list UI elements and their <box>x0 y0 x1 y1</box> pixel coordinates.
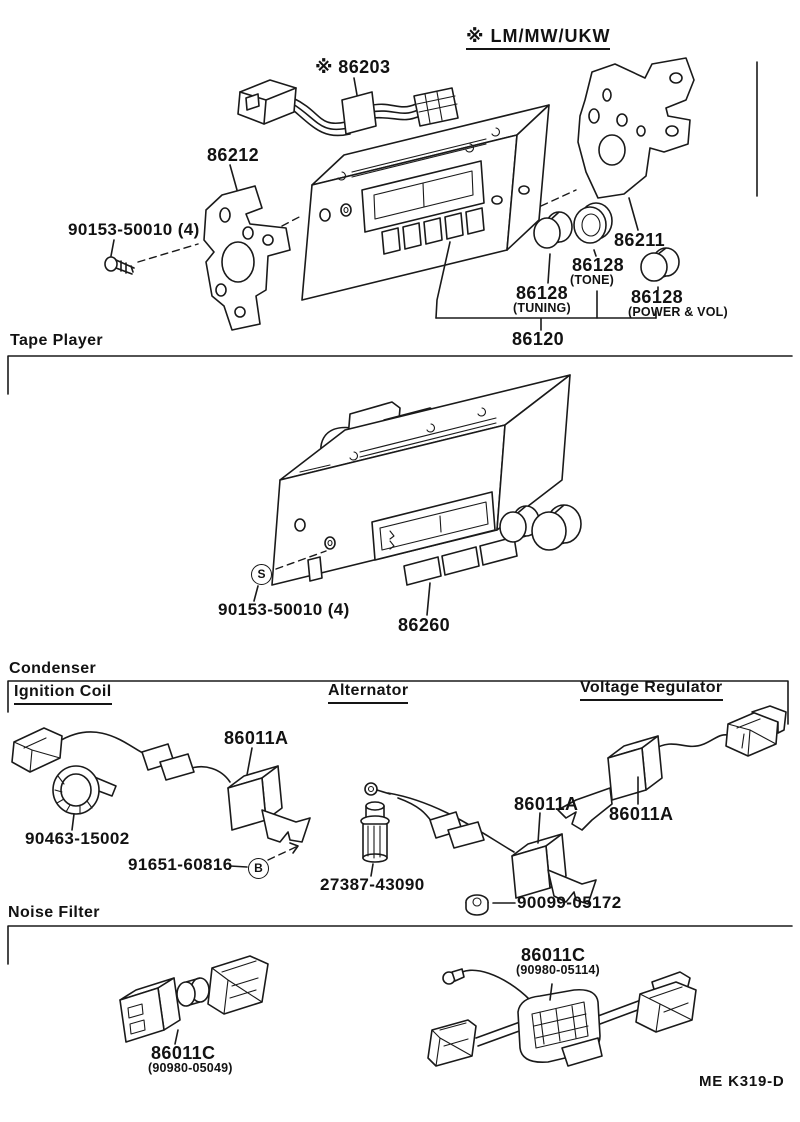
section-heading-condenser: Condenser <box>9 660 97 677</box>
bolt-symbol-b: B <box>248 858 269 879</box>
noise-filter-right-drawing <box>428 969 696 1066</box>
label-bracket-86212: 86212 <box>207 145 260 165</box>
left-bracket-drawing <box>204 165 290 330</box>
label-bolt-91651: 91651-60816 <box>128 855 233 874</box>
label-nut-90099: 90099-05172 <box>517 893 622 912</box>
subheading-voltage-regulator: Voltage Regulator <box>580 680 723 701</box>
label-clamp-90463: 90463-15002 <box>25 829 130 848</box>
label-tape-86260: 86260 <box>398 615 451 635</box>
label-ignition-86011a: 86011A <box>224 728 289 748</box>
harness-drawing <box>238 78 458 136</box>
label-knob-power-sub: (POWER & VOL) <box>628 305 728 319</box>
label-knob-tone-sub: (TONE) <box>570 273 615 287</box>
label-screw-90153-top: 90153-50010 (4) <box>68 220 200 239</box>
label-nf-right-sub: (90980-05114) <box>516 963 600 977</box>
label-knob-tuning: 86128 <box>516 283 569 303</box>
label-radio-86120: 86120 <box>512 329 565 349</box>
label-nf-left-86011c: 86011C <box>151 1043 216 1063</box>
label-alternator-86011a: 86011A <box>514 794 579 814</box>
radio-drawing <box>302 105 576 300</box>
noise-filter-left-drawing <box>120 956 268 1044</box>
label-screw-90153-mid: 90153-50010 (4) <box>218 600 350 619</box>
label-nf-right-86011c: 86011C <box>521 945 586 965</box>
label-plug-27387: 27387-43090 <box>320 875 425 894</box>
section-heading-noise-filter: Noise Filter <box>8 904 100 921</box>
label-bracket-86211: 86211 <box>614 230 666 250</box>
label-vreg-86011a: 86011A <box>609 804 674 824</box>
subheading-alternator: Alternator <box>328 683 408 704</box>
drawing-code: ME K319-D <box>699 1073 785 1090</box>
label-knob-tone: 86128 <box>572 255 625 275</box>
label-knob-power: 86128 <box>631 287 684 307</box>
section-heading-tape-player: Tape Player <box>10 332 104 349</box>
label-nf-left-sub: (90980-05049) <box>148 1061 233 1075</box>
screw-symbol-s: S <box>251 564 272 585</box>
variant-note: ※ LM/MW/UKW <box>466 27 610 50</box>
tape-player-drawing <box>254 375 581 615</box>
label-harness-86203: ※ 86203 <box>315 57 391 77</box>
label-knob-tuning-sub: (TUNING) <box>513 301 571 315</box>
subheading-ignition-coil: Ignition Coil <box>14 684 112 705</box>
